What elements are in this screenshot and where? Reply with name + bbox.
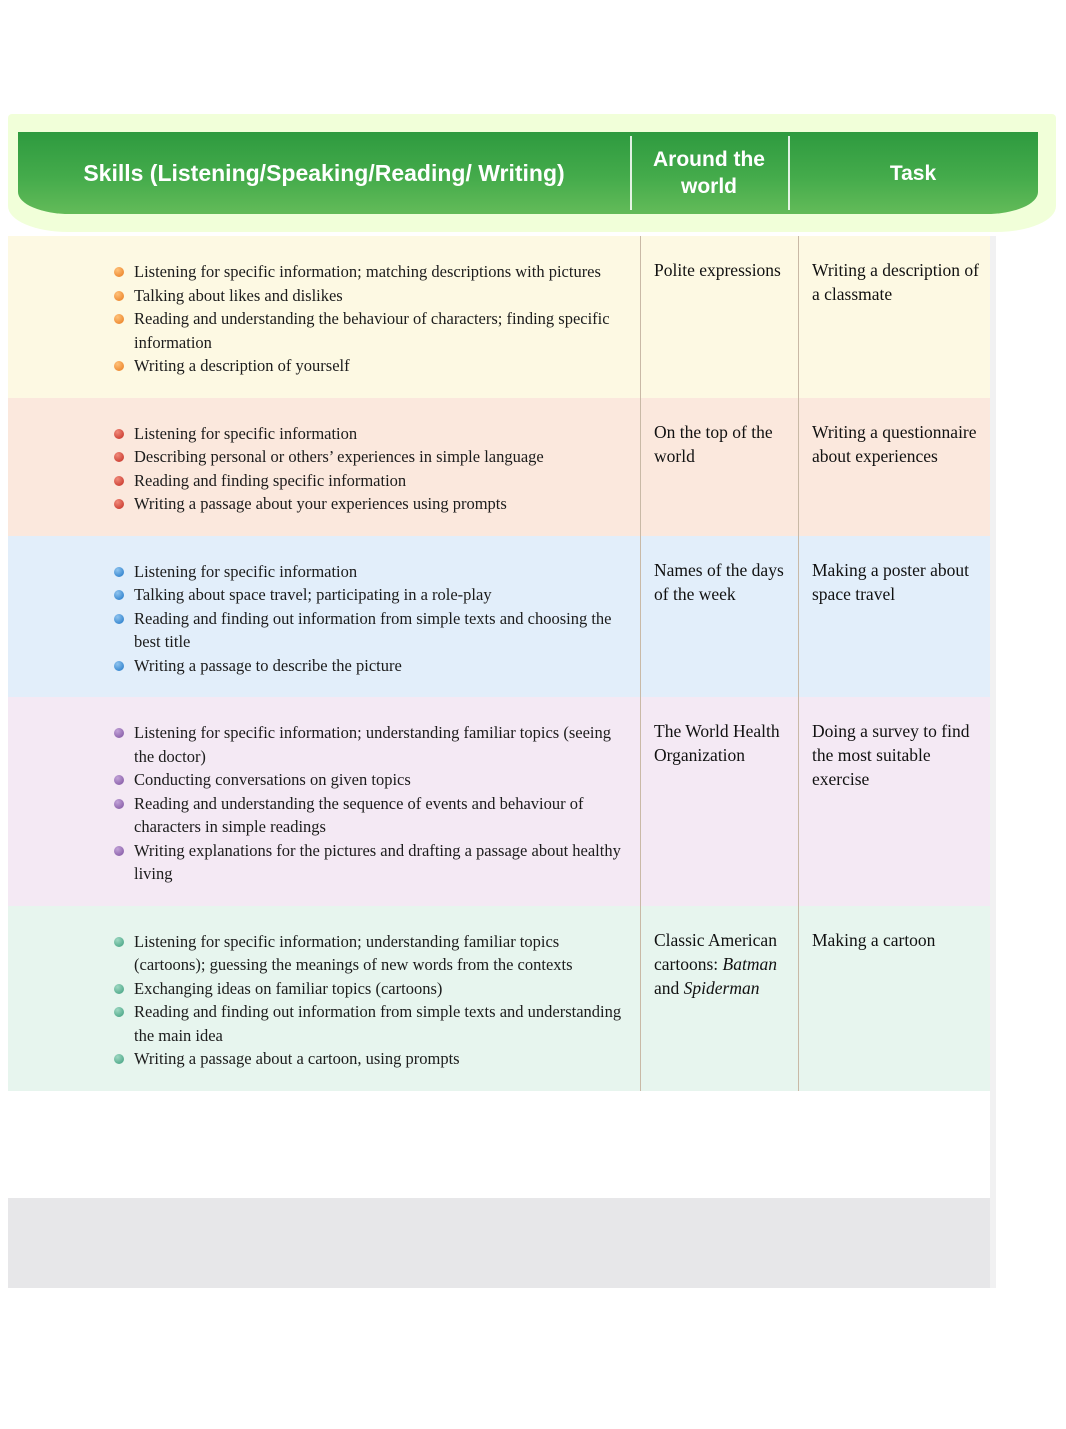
cell-around-the-world: The World Health Organization	[654, 721, 780, 765]
cell-task: Writing a description of a classmate	[812, 260, 979, 304]
cell-skills	[8, 236, 640, 398]
around-the-world-text-part: Classic American cartoons:	[654, 929, 777, 974]
bullet-icon	[114, 267, 124, 277]
bullet-icon	[114, 567, 124, 577]
bullet-icon	[114, 499, 124, 509]
list-item: Talking about likes and dislikes	[114, 284, 626, 308]
list-item: Exchanging ideas on familiar topics (cartoons)	[114, 977, 626, 1001]
list-item: Reading and understanding the behaviour of characters; finding specific information	[114, 307, 626, 354]
column-divider	[640, 398, 641, 536]
cell-skills	[8, 536, 640, 698]
list-item: Reading and finding out information from simple texts and choosing the best title	[114, 607, 626, 654]
header-separator-1	[630, 136, 632, 210]
column-divider	[798, 906, 799, 1091]
list-item: Reading and finding specific information	[114, 469, 626, 493]
cell-task: Making a poster about space travel	[812, 559, 969, 604]
bullet-icon	[114, 1054, 124, 1064]
bullet-icon	[114, 661, 124, 671]
list-item: Reading and understanding the sequence of events and behaviour of characters in simple readings	[114, 792, 626, 839]
list-item: Listening for specific information; matching descriptions with pictures	[114, 260, 626, 284]
header-separator-2	[788, 136, 790, 210]
bullet-icon	[114, 314, 124, 324]
column-divider	[798, 236, 799, 398]
bullet-icon	[114, 590, 124, 600]
list-item: Conducting conversations on given topics	[114, 768, 626, 792]
cell-task: Making a cartoon	[812, 929, 936, 950]
table-row	[8, 398, 990, 536]
bullet-icon	[114, 728, 124, 738]
list-item: Listening for specific information; understanding familiar topics (seeing the doctor)	[114, 721, 626, 768]
cell-task: Writing a questionnaire about experiences	[812, 421, 977, 466]
table-row	[8, 906, 990, 1091]
around-the-world-text-part: and	[654, 977, 684, 998]
list-item: Writing explanations for the pictures and drafting a passage about healthy living	[114, 839, 626, 886]
table-row	[8, 536, 990, 698]
bullet-icon	[114, 799, 124, 809]
list-item: Describing personal or others’ experiences in simple language	[114, 445, 626, 469]
table-row	[8, 236, 990, 398]
header-col-around-the-world: Around the world	[653, 148, 765, 198]
bullet-icon	[114, 846, 124, 856]
bullet-icon	[114, 937, 124, 947]
banner	[18, 132, 1038, 214]
bullet-icon	[114, 984, 124, 994]
list-item: Listening for specific information; understanding familiar topics (cartoons); guessing the meanings of new words from the contexts	[114, 930, 626, 977]
bullet-icon	[114, 614, 124, 624]
bullet-icon	[114, 291, 124, 301]
bullet-icon	[114, 1007, 124, 1017]
table-row	[8, 697, 990, 906]
list-item: Writing a passage about a cartoon, using prompts	[114, 1047, 626, 1071]
cell-skills	[8, 398, 640, 536]
bullet-icon	[114, 476, 124, 486]
list-item: Listening for specific information	[114, 560, 626, 584]
cell-skills	[8, 697, 640, 906]
around-the-world-title-batman: Batman	[722, 953, 777, 974]
column-divider	[640, 236, 641, 398]
column-divider	[640, 906, 641, 1091]
bullet-icon	[114, 452, 124, 462]
list-item: Writing a description of yourself	[114, 354, 626, 378]
list-item: Writing a passage to describe the picture	[114, 654, 626, 678]
cell-skills	[8, 906, 640, 1091]
column-divider	[798, 536, 799, 698]
column-divider	[640, 697, 641, 906]
list-item: Reading and finding out information from simple texts and understanding the main idea	[114, 1000, 626, 1047]
around-the-world-title-spiderman: Spiderman	[683, 977, 760, 998]
table-header-banner	[8, 114, 1056, 232]
syllabus-table	[8, 236, 990, 1091]
header-col-task: Task	[889, 161, 937, 185]
bullet-icon	[114, 775, 124, 785]
header-col-skills: Skills (Listening/Speaking/Reading/ Writing)	[83, 160, 565, 186]
page-footer-band	[8, 1198, 990, 1288]
bullet-icon	[114, 429, 124, 439]
cell-around-the-world	[640, 906, 798, 1091]
list-item: Talking about space travel; participating in a role-play	[114, 583, 626, 607]
list-item: Listening for specific information	[114, 422, 626, 446]
column-divider	[798, 398, 799, 536]
column-divider	[640, 536, 641, 698]
bullet-icon	[114, 361, 124, 371]
list-item: Writing a passage about your experiences using prompts	[114, 492, 626, 516]
page-edge-shadow	[990, 236, 996, 1288]
cell-task: Doing a survey to find the most suitable exercise	[812, 721, 970, 789]
cell-around-the-world: On the top of the world	[654, 421, 773, 466]
cell-around-the-world: Names of the days of the week	[654, 559, 784, 604]
cell-around-the-world: Polite expressions	[654, 260, 781, 280]
column-divider	[798, 697, 799, 906]
